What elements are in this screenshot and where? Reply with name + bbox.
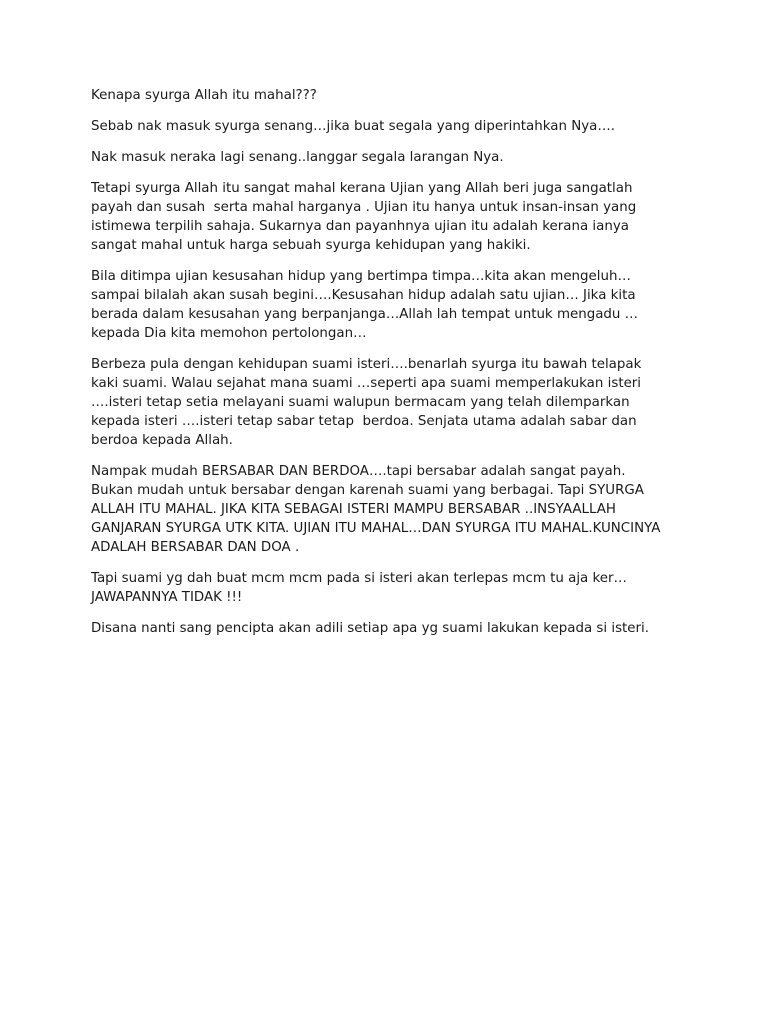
paragraph-3 [91,148,691,167]
text-line: ALLAH ITU MAHAL. JIKA KITA SEBAGAI ISTERI MAMPU BERSABAR ..INSYAALLAH [91,502,616,517]
document-body [91,86,691,650]
text-line: Sebab nak masuk syurga senang…jika buat segala yang diperintahkan Nya…. [91,119,616,134]
text-line: berdoa kepada Allah. [91,433,233,448]
text-line: JAWAPANNYA TIDAK !!! [91,590,243,605]
text-line: kepada isteri ….isteri tetap sabar tetap berdoa. Senjata utama adalah sabar dan [91,414,637,429]
text-line: sampai bilalah akan susah begini….Kesusahan hidup adalah satu ujian… Jika kita [91,288,636,303]
text-line: Bukan mudah untuk bersabar dengan karenah suami yang berbagai. Tapi SYURGA [91,483,644,498]
text-line: kepada Dia kita memohon pertolongan… [91,326,367,341]
text-line: Nampak mudah BERSABAR DAN BERDOA….tapi bersabar adalah sangat payah. [91,464,626,479]
paragraph-8 [91,569,691,607]
paragraph-9 [91,619,691,638]
text-line: Berbeza pula dengan kehidupan suami isteri….benarlah syurga itu bawah telapak [91,357,642,372]
text-line: sangat mahal untuk harga sebuah syurga kehidupan yang hakiki. [91,238,531,253]
paragraph-5 [91,267,691,343]
paragraph-1 [91,86,691,105]
text-line: kaki suami. Walau sejahat mana suami …seperti apa suami memperlakukan isteri [91,376,642,391]
paragraph-2 [91,117,691,136]
paragraph-7 [91,462,691,557]
text-line: istimewa terpilih sahaja. Sukarnya dan payanhnya ujian itu adalah kerana ianya [91,219,629,234]
text-line: ADALAH BERSABAR DAN DOA . [91,540,300,555]
text-line: Bila ditimpa ujian kesusahan hidup yang bertimpa timpa…kita akan mengeluh… [91,269,631,284]
text-line: ….isteri tetap setia melayani suami walupun bermacam yang telah dilemparkan [91,395,630,410]
text-line: Tapi suami yg dah buat mcm mcm pada si isteri akan terlepas mcm tu aja ker… [91,571,627,586]
paragraph-6 [91,355,691,450]
text-line: GANJARAN SYURGA UTK KITA. UJIAN ITU MAHAL…DAN SYURGA ITU MAHAL.KUNCINYA [91,521,661,536]
text-line: Kenapa syurga Allah itu mahal??? [91,88,317,103]
text-line: Tetapi syurga Allah itu sangat mahal kerana Ujian yang Allah beri juga sangatlah [91,181,633,196]
text-line: Disana nanti sang pencipta akan adili setiap apa yg suami lakukan kepada si isteri. [91,621,650,636]
text-line: berada dalam kesusahan yang berpanjanga…Allah lah tempat untuk mengadu … [91,307,639,322]
paragraph-4 [91,179,691,255]
text-line: payah dan susah serta mahal harganya . Ujian itu hanya untuk insan-insan yang [91,200,637,215]
text-line: Nak masuk neraka lagi senang..langgar segala larangan Nya. [91,150,504,165]
